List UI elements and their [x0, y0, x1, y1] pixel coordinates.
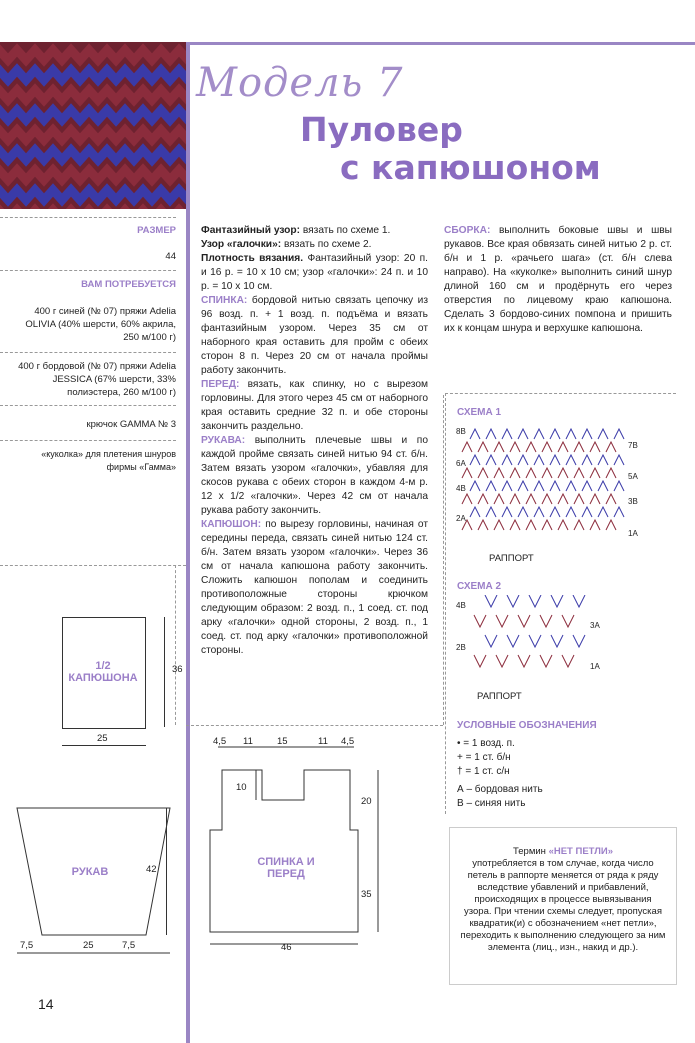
body-neck-dim: 10	[236, 782, 247, 793]
note-box	[449, 827, 677, 985]
hood-height-line	[164, 617, 165, 727]
page-title-line2: с капюшоном	[340, 148, 601, 187]
body-shape	[208, 745, 408, 945]
front-kw: ПЕРЕД:	[201, 379, 240, 390]
legend-item: † = 1 ст. с/н	[457, 766, 510, 777]
assembly-column	[444, 224, 672, 336]
sleeve-height-line	[166, 808, 167, 935]
body-top-dim: 4,5	[213, 736, 227, 747]
hood-width-line	[62, 745, 146, 746]
density-text: Фантазийный узор: 20 п. и 16 р. = 10 х 10 см; узор «галочки»: 24 п. и 10 р. = 10 х 10 см.	[201, 253, 428, 292]
needs-heading: ВАМ ПОТРЕБУЕТСЯ	[81, 279, 176, 290]
body-low-dim: 35	[361, 889, 372, 900]
sleeves-text: выполнить плечевые швы и по каждой пройме связать синей нитью 94 ст. б/н. Затем вязать узором «галочки», убавляя для скосов рукава с обеих сторон в каждом 4-м р. 12 х 1/2 «галочки». Через 42 см от начала рукава работу закончить.	[201, 435, 428, 516]
schema1-row-label: 4В	[456, 484, 466, 493]
note-pre: Термин	[513, 846, 549, 857]
schema1-repeat: РАППОРТ	[489, 553, 534, 564]
needs-item: крючок GAMMA № 3	[86, 419, 176, 430]
back-text: бордовой нитью связать цепочку из 96 возд. п. + 1 возд. п. подъёма и вязать фантазийным узором. Через 35 см от наборного края оставить для пройм с обеих сторон 8 п. Через 20 см от начала проймы работу закончить.	[201, 295, 428, 376]
front-text: вязать, как спинку, но с вырезом горловины. Для этого через 45 см от наборного края оставить средние 32 п. и обе стороны закончить раздельно.	[201, 379, 428, 432]
sleeve-dim: 7,5	[122, 940, 136, 951]
schema1-row-label: 5А	[628, 472, 638, 481]
schema2-row-label: 1А	[590, 662, 600, 671]
page-title-line1: Пуловер	[300, 110, 463, 149]
size-heading: РАЗМЕР	[137, 225, 176, 236]
legend-item: • = 1 возд. п.	[457, 738, 515, 749]
legend-color-b: В – синяя нить	[457, 798, 526, 809]
diagram-frame	[186, 725, 443, 726]
density-kw: Плотность вязания.	[201, 253, 304, 264]
body-arm-dim: 20	[361, 796, 372, 807]
hood-width: 25	[97, 733, 108, 744]
schema1-row-label: 8В	[456, 427, 466, 436]
schema2-title: СХЕМА 2	[457, 581, 502, 592]
page-number: 14	[38, 996, 54, 1012]
sidebar-divider	[0, 405, 176, 406]
assembly-kw: СБОРКА:	[444, 225, 491, 236]
hood-text: по вырезу горловины, начиная от середины переда, связать синей нитью 124 ст. б/н. Затем вязать узором «галочки». Через 36 см от начала капюшона работу закончить. Сложить капюшон пополам и соединить противоположные стороны крючком следующим образом: 2 возд. п., 1 соед. ст. под арку «галочки» одной стороны, 2 возд. п., 1 соед. ст. под арку «галочки» противоположной стороны.	[201, 519, 428, 656]
diagram-frame	[443, 395, 444, 725]
body-top-dim: 11	[318, 736, 328, 747]
left-divider-bar	[186, 42, 190, 1043]
pattern1-kw: Фантазийный узор:	[201, 225, 301, 236]
sleeve-label: РУКАВ	[71, 866, 109, 878]
note-term: «НЕТ ПЕТЛИ»	[548, 846, 613, 857]
note-text: употребляется в том случае, когда число петель в раппорте меняется от ряда к ряду вследствие убавлений и прибавлений, происходящих в процессе вывязывания узора. При чтении схемы следует, пропуская квадратик(и) с обозначением «нет петли», переходить к выполнению следующего за ним элемента (лиц., изн., накид и др.).	[460, 858, 666, 953]
top-bar	[186, 42, 695, 45]
schema2-chart	[472, 595, 592, 675]
schema1-row-label: 3В	[628, 497, 638, 506]
schema1-row-label: 7В	[628, 441, 638, 450]
sleeve-dim: 7,5	[20, 940, 34, 951]
pattern2-kw: Узор «галочки»:	[201, 239, 282, 250]
schema2-row-label: 3А	[590, 621, 600, 630]
legend-item: + = 1 ст. б/н	[457, 752, 511, 763]
body-label: СПИНКА И ПЕРЕД	[257, 856, 315, 880]
schema1-row-label: 6А	[456, 459, 466, 468]
legend-color-a: А – бордовая нить	[457, 784, 543, 795]
yarn-swatch-image	[0, 42, 186, 209]
diagram-frame	[175, 565, 176, 725]
model-number: Модель 7	[196, 60, 404, 106]
pattern2-text: вязать по схеме 2.	[281, 239, 372, 250]
sleeve-dim: 25	[83, 940, 94, 951]
schema2-repeat: РАППОРТ	[477, 691, 522, 702]
hood-label: 1/2 КАПЮШОНА	[68, 660, 138, 684]
body-top-dim: 11	[243, 736, 253, 747]
instructions-column	[201, 224, 428, 658]
sleeves-kw: РУКАВА:	[201, 435, 246, 446]
body-top-dim: 4,5	[341, 736, 355, 747]
schema2-row-label: 2В	[456, 643, 466, 652]
assembly-text: выполнить боковые швы и швы рукавов. Все края обвязать синей нитью 2 р. ст. б/н и 1 р. «рачьего шага» (ст. б/н слева направо). На «куколке» выполнить синий шнур длиной 160 см и продёрнуть его через отверстия по лицевому краю капюшона. Сделать 3 бордово-синих помпона и пришить их к концам шнура и верхушке капюшона.	[444, 225, 672, 334]
legend-title: УСЛОВНЫЕ ОБОЗНАЧЕНИЯ	[457, 720, 597, 731]
sidebar-divider	[0, 217, 176, 218]
schema2-row-label: 4В	[456, 601, 466, 610]
sidebar-divider	[0, 440, 176, 441]
body-width-dim: 46	[281, 942, 292, 953]
diagram-frame	[0, 565, 186, 566]
needs-item: «куколка» для плетения шнуров фирмы «Гамма»	[41, 449, 176, 472]
sleeve-height: 42	[146, 864, 157, 875]
hood-kw: КАПЮШОН:	[201, 519, 262, 530]
schema1-row-label: 1А	[628, 529, 638, 538]
back-kw: СПИНКА:	[201, 295, 248, 306]
body-top-dim: 15	[277, 736, 288, 747]
schema1-title: СХЕМА 1	[457, 407, 502, 418]
sidebar-divider	[0, 270, 176, 271]
sleeve-shape	[14, 805, 174, 965]
pattern1-text: вязать по схеме 1.	[300, 225, 391, 236]
size-value: 44	[165, 251, 176, 262]
hood-height: 36	[172, 664, 183, 675]
needs-item: 400 г синей (№ 07) пряжи Adelia OLIVIA (40% шерсти, 60% акрила, 250 м/100 г)	[25, 306, 176, 343]
schema1-chart	[455, 420, 650, 545]
sidebar-divider	[0, 352, 176, 353]
needs-item: 400 г бордовой (№ 07) пряжи Adelia JESSICA (67% шерсти, 33% полиэстера, 260 м/100 г)	[18, 361, 176, 398]
schema1-row-label: 2А	[456, 514, 466, 523]
